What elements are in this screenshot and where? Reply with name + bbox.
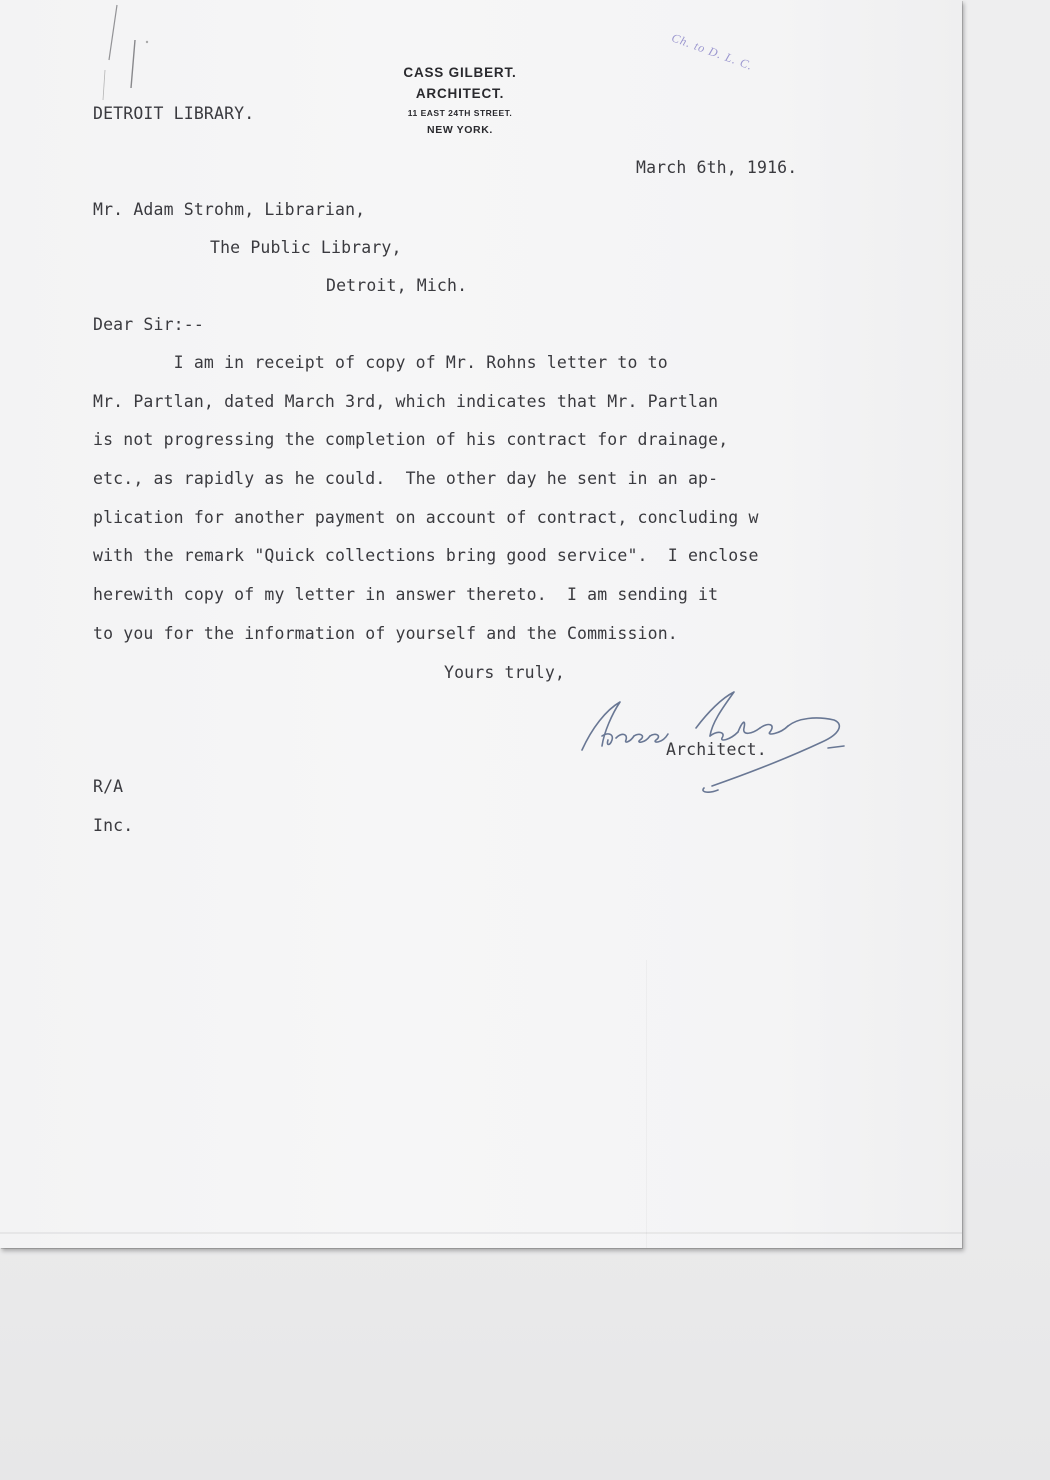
- recipient-organization: The Public Library,: [210, 238, 402, 257]
- paper-crease: [646, 960, 647, 1248]
- signature-title: Architect.: [666, 740, 767, 759]
- body-line: herewith copy of my letter in answer thereto. I am sending it: [93, 585, 719, 604]
- body-line: etc., as rapidly as he could. The other day he sent in an ap-: [93, 469, 719, 488]
- letterhead-name: CASS GILBERT.: [403, 65, 517, 80]
- stamp-text: Ch. to D. L. C.: [669, 30, 756, 73]
- paper-fold: [0, 1232, 962, 1234]
- body-line: I am in receipt of copy of Mr. Rohns letter to to: [93, 353, 668, 372]
- complimentary-close: Yours truly,: [444, 663, 566, 682]
- letterhead-title: ARCHITECT.: [415, 86, 505, 101]
- reference-header: DETROIT LIBRARY.: [93, 104, 255, 123]
- letter-date: March 6th, 1916.: [636, 158, 798, 177]
- body-line: Mr. Partlan, dated March 3rd, which indicates that Mr. Partlan: [93, 392, 719, 411]
- letterhead-street: 11 EAST 24TH STREET.: [407, 108, 513, 118]
- recipient-name: Mr. Adam Strohm, Librarian,: [93, 200, 366, 219]
- ink-stamp: [669, 30, 755, 73]
- paper-wear-marks: [95, 0, 165, 110]
- letterhead: [360, 62, 560, 138]
- body-line: is not progressing the completion of his contract for drainage,: [93, 430, 729, 449]
- body-line: plication for another payment on account of contract, concluding w: [93, 508, 759, 527]
- body-line: with the remark "Quick collections bring good service". I enclose: [93, 546, 759, 565]
- typist-initials: R/A: [93, 777, 124, 796]
- body-line: to you for the information of yourself and the Commission.: [93, 624, 678, 643]
- letterhead-city: NEW YORK.: [427, 124, 493, 136]
- enclosure-note: Inc.: [93, 816, 134, 835]
- recipient-city: Detroit, Mich.: [326, 276, 468, 295]
- salutation: Dear Sir:--: [93, 315, 204, 334]
